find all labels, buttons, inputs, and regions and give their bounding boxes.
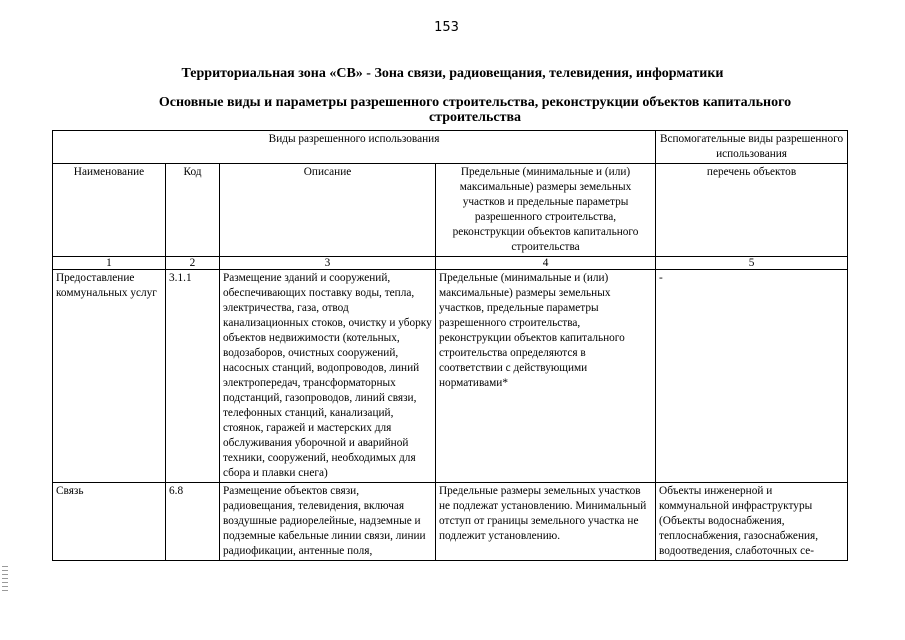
scan-margin-marks bbox=[2, 566, 8, 592]
row-params: Предельные размеры земельных участков не подлежат установлению. Минимальный отступ от границы земельного участка не подлежит установлению. bbox=[436, 483, 656, 561]
permitted-use-table bbox=[52, 130, 848, 561]
header-code: Код bbox=[166, 164, 220, 257]
aux-use-group-header: Вспомогательные виды разрешенного использования bbox=[656, 131, 848, 164]
page-number: 153 bbox=[434, 20, 459, 35]
column-number: 4 bbox=[436, 257, 656, 270]
row-code: 3.1.1 bbox=[166, 270, 220, 483]
header-params: Предельные (минимальные и (или) максимальные) размеры земельных участков и предельные параметры разрешенного строительства, реконструкции объектов капитального строительства bbox=[436, 164, 656, 257]
row-name: Предоставление коммунальных услуг bbox=[53, 270, 166, 483]
row-code: 6.8 bbox=[166, 483, 220, 561]
row-aux-objects: Объекты инженерной и коммунальной инфраструктуры (Объекты водоснабжения, теплоснабжения, газоснабжения, водоотведения, слаботочных се- bbox=[656, 483, 848, 561]
row-aux-objects: - bbox=[656, 270, 848, 483]
table-group-header-row bbox=[53, 131, 848, 164]
column-number-row bbox=[53, 257, 848, 270]
section-subtitle: Основные виды и параметры разрешенного строительства, реконструкции объектов капитального строительства bbox=[158, 95, 792, 125]
table-row bbox=[53, 270, 848, 483]
header-aux-objects: перечень объектов bbox=[656, 164, 848, 257]
column-number: 1 bbox=[53, 257, 166, 270]
table-row bbox=[53, 483, 848, 561]
header-name: Наименование bbox=[53, 164, 166, 257]
zone-title: Территориальная зона «СВ» - Зона связи, радиовещания, телевидения, информатики bbox=[181, 66, 724, 81]
header-description: Описание bbox=[220, 164, 436, 257]
main-use-group-header: Виды разрешенного использования bbox=[53, 131, 656, 164]
row-description: Размещение зданий и сооружений, обеспечивающих поставку воды, тепла, электричества, газа, отвод канализационных стоков, очистку и уборку объектов недвижимости (котельных, водозаборов, очистных сооружений, насосных станций, водопроводов, линий электропередач, трансформаторных подстанций, газопроводов, линий связи, телефонных станций, канализаций, стоянок, гаражей и мастерских для обслуживания уборочной и аварийной техники, сооружений, необходимых для сбора и плавки снега) bbox=[220, 270, 436, 483]
table-column-header-row bbox=[53, 164, 848, 257]
row-description: Размещение объектов связи, радиовещания, телевидения, включая воздушные радиорелейные, надземные и подземные кабельные линии связи, линии радиофикации, антенные поля, bbox=[220, 483, 436, 561]
column-number: 3 bbox=[220, 257, 436, 270]
column-number: 5 bbox=[656, 257, 848, 270]
row-params: Предельные (минимальные и (или) максимальные) размеры земельных участков, предельные параметры разрешенного строительства, реконструкции объектов капитального строительства определяются в соответствии с действующими нормативами* bbox=[436, 270, 656, 483]
column-number: 2 bbox=[166, 257, 220, 270]
row-name: Связь bbox=[53, 483, 166, 561]
